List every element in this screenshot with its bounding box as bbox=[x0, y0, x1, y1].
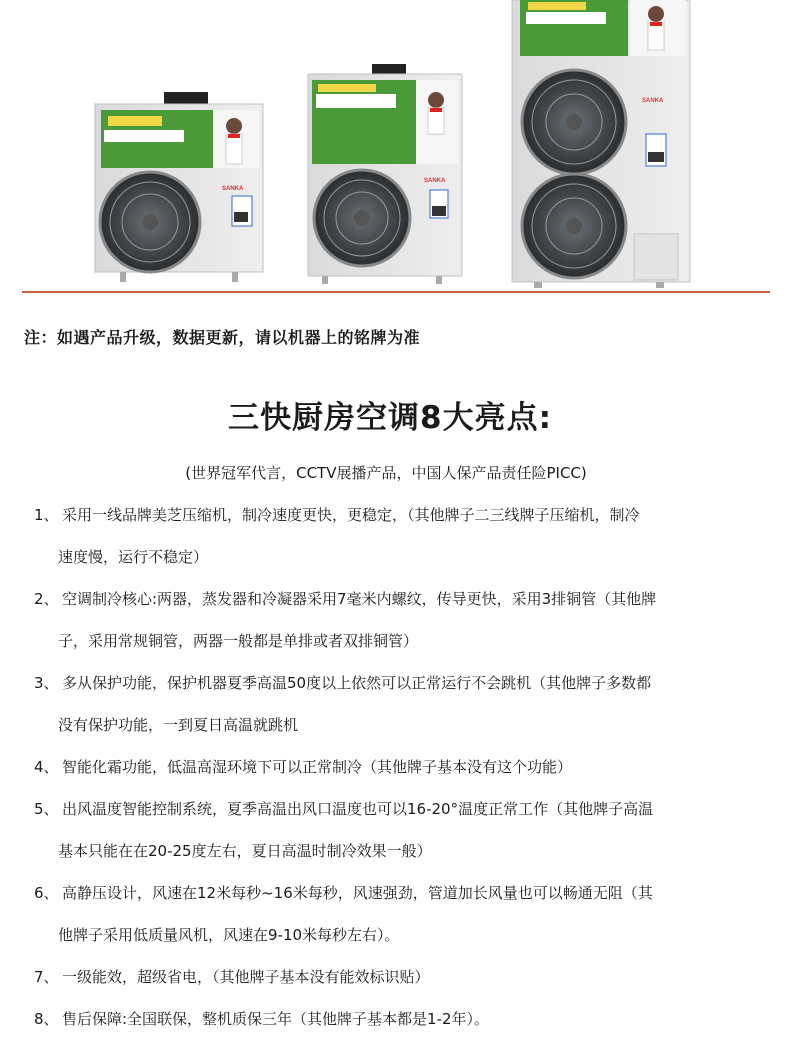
item-number: 6、 bbox=[34, 884, 59, 902]
item-text-line2: 速度慢，运行不稳定） bbox=[58, 548, 209, 566]
svg-text:SANKA: SANKA bbox=[642, 98, 664, 104]
item-text-line1: 采用一线品牌美芝压缩机，制冷速度更快，更稳定，（其他牌子二三线牌子压缩机，制冷 bbox=[62, 506, 640, 524]
item-text-line1: 智能化霜功能，低温高湿环境下可以正常制冷（其他牌子基本没有这个功能） bbox=[62, 758, 573, 776]
feature-item-7 bbox=[34, 956, 774, 998]
item-text-line2: 基本只能在在20-25度左右，夏日高温时制冷效果一般） bbox=[58, 842, 432, 860]
item-number: 2、 bbox=[34, 590, 59, 608]
ac-unit-small bbox=[95, 92, 263, 282]
feature-item-5 bbox=[34, 788, 774, 872]
item-text-line1: 出风温度智能控制系统，夏季高温出风口温度也可以16-20°温度正常工作（其他牌子高温 bbox=[62, 800, 654, 818]
item-number: 1、 bbox=[34, 506, 59, 524]
item-number: 8、 bbox=[34, 1010, 59, 1028]
item-number: 5、 bbox=[34, 800, 59, 818]
product-hero-image bbox=[0, 0, 790, 296]
item-text-line2: 子，采用常规铜管，两器一般都是单排或者双排铜管） bbox=[58, 632, 419, 650]
feature-item-8 bbox=[34, 998, 774, 1040]
item-text-line1: 售后保障:全国联保，整机质保三年（其他牌子基本都是1-2年）。 bbox=[62, 1010, 490, 1028]
svg-text:SANKA: SANKA bbox=[222, 186, 244, 192]
item-number: 4、 bbox=[34, 758, 59, 776]
page-title: 三快厨房空调8大亮点: bbox=[228, 400, 552, 436]
section-divider bbox=[22, 291, 770, 293]
ac-unit-large bbox=[512, 0, 690, 288]
feature-item-6 bbox=[34, 872, 774, 956]
note-text: 注：如遇产品升级，数据更新，请以机器上的铭牌为准 bbox=[24, 328, 421, 347]
ac-unit-medium bbox=[308, 64, 462, 284]
svg-text:SANKA: SANKA bbox=[424, 178, 446, 184]
item-number: 3、 bbox=[34, 674, 59, 692]
item-text-line1: 多从保护功能，保护机器夏季高温50度以上依然可以正常运行不会跳机（其他牌子多数都 bbox=[62, 674, 652, 692]
feature-item-4 bbox=[34, 746, 774, 788]
feature-item-3 bbox=[34, 662, 774, 746]
item-text-line1: 高静压设计，风速在12米每秒~16米每秒，风速强劲，管道加长风量也可以畅通无阻（其 bbox=[62, 884, 653, 902]
feature-item-2 bbox=[34, 578, 774, 662]
item-text-line2: 没有保护功能，一到夏日高温就跳机 bbox=[58, 716, 299, 734]
feature-item-1 bbox=[34, 494, 774, 578]
item-number: 7、 bbox=[34, 968, 59, 986]
item-text-line2: 他牌子采用低质量风机，风速在9-10米每秒左右）。 bbox=[58, 926, 400, 944]
item-text-line1: 空调制冷核心:两器，蒸发器和冷凝器采用7毫米内螺纹，传导更快，采用3排铜管（其他牌 bbox=[62, 590, 657, 608]
item-text-line1: 一级能效，超级省电，（其他牌子基本没有能效标识贴） bbox=[62, 968, 430, 986]
subtitle: (世界冠军代言，CCTV展播产品，中国人保产品责任险PICC) bbox=[185, 464, 587, 482]
